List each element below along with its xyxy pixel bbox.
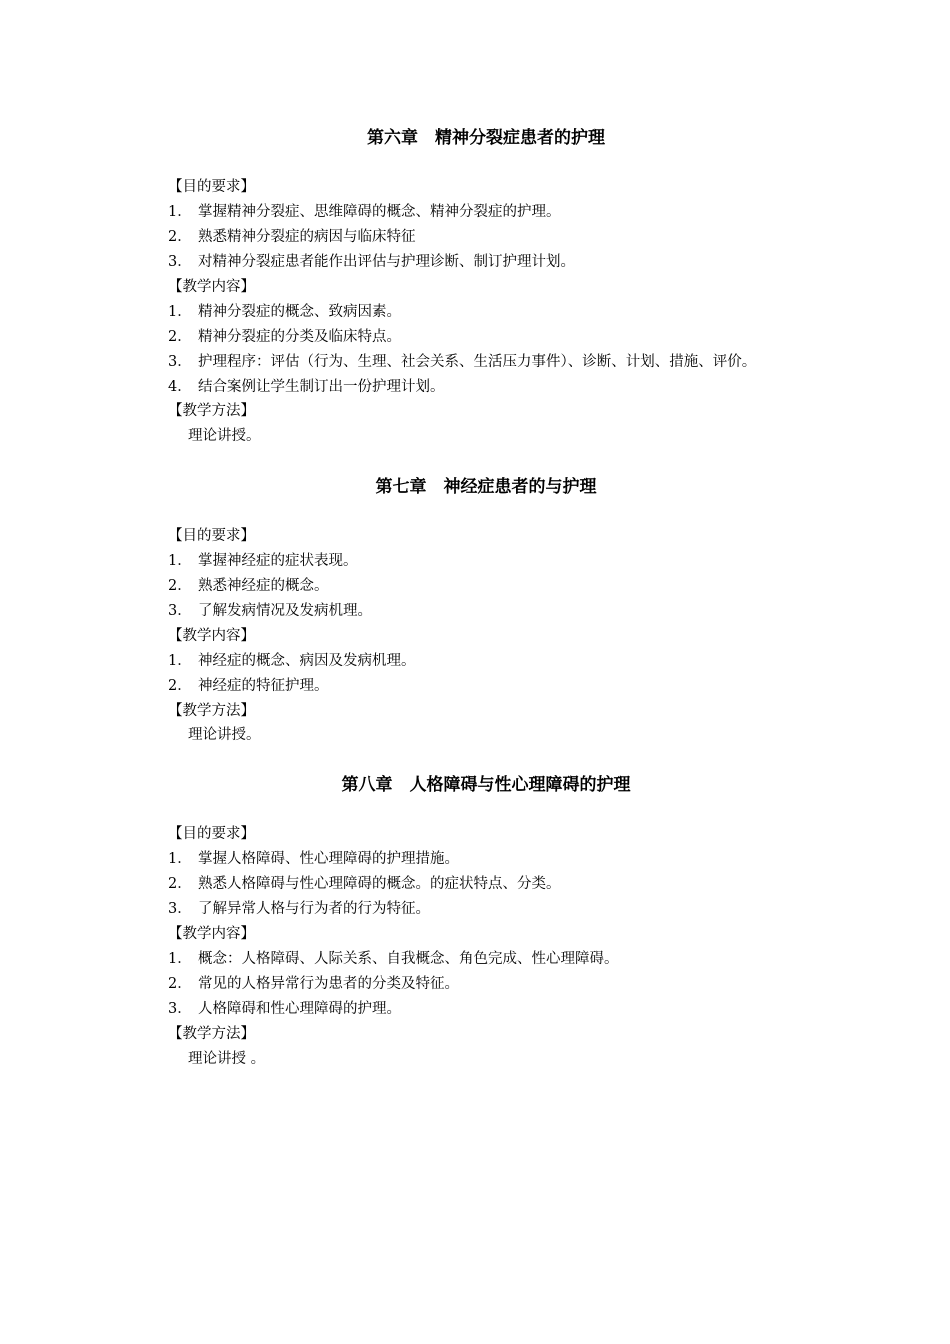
list-number: 3． (168, 254, 192, 270)
list-text: 精神分裂症的概念、致病因素。 (198, 304, 401, 320)
list-text: 掌握人格障碍、性心理障碍的护理措施。 (198, 851, 459, 867)
list-item (168, 300, 401, 325)
list-item (168, 350, 756, 375)
list-text: 结合案例让学生制订出一份护理计划。 (198, 379, 445, 395)
list-item (168, 200, 561, 225)
list-number: 2． (168, 329, 192, 345)
list-text: 了解发病情况及发病机理。 (198, 603, 372, 619)
method-text: 理论讲授 。 (188, 1051, 266, 1067)
list-number: 2． (168, 876, 192, 892)
list-text: 神经症的概念、病因及发病机理。 (198, 653, 416, 669)
chapter-title: 第八章 人格障碍与性心理障碍的护理 (341, 775, 631, 795)
content-heading: 【教学内容】 (168, 926, 255, 942)
chapter-title: 第七章 神经症患者的与护理 (375, 477, 597, 497)
list-number: 3． (168, 901, 192, 917)
list-text: 掌握神经症的症状表现。 (198, 553, 358, 569)
list-number: 2． (168, 678, 192, 694)
list-item (168, 250, 575, 275)
list-item (168, 872, 561, 897)
list-number: 3． (168, 1001, 192, 1017)
objectives-heading: 【目的要求】 (168, 826, 255, 842)
content-heading: 【教学内容】 (168, 279, 255, 295)
method-text: 理论讲授。 (188, 428, 261, 444)
method-heading: 【教学方法】 (168, 1026, 255, 1042)
list-text: 概念：人格障碍、人际关系、自我概念、角色完成、性心理障碍。 (198, 951, 619, 967)
objectives-heading: 【目的要求】 (168, 179, 255, 195)
list-item (168, 897, 430, 922)
list-text: 护理程序：评估（行为、生理、社会关系、生活压力事件）、诊断、计划、措施、评价。 (198, 354, 757, 370)
method-text: 理论讲授。 (188, 727, 261, 743)
list-text: 神经症的特征护理。 (198, 678, 329, 694)
list-item (168, 649, 416, 674)
list-number: 2． (168, 976, 192, 992)
chapter-title: 第六章 精神分裂症患者的护理 (367, 128, 605, 148)
list-number: 1． (168, 304, 192, 320)
list-item (168, 972, 459, 997)
objectives-heading: 【目的要求】 (168, 528, 255, 544)
list-item (168, 997, 401, 1022)
list-number: 3． (168, 354, 192, 370)
method-heading: 【教学方法】 (168, 703, 255, 719)
list-text: 熟悉精神分裂症的病因与临床特征 (198, 229, 416, 245)
list-item (168, 325, 401, 350)
list-text: 了解异常人格与行为者的行为特征。 (198, 901, 430, 917)
list-item (168, 574, 329, 599)
list-text: 熟悉人格障碍与性心理障碍的概念。的症状特点、分类。 (198, 876, 561, 892)
list-number: 1． (168, 851, 192, 867)
list-number: 2． (168, 578, 192, 594)
list-item (168, 599, 372, 624)
list-number: 1． (168, 553, 192, 569)
list-text: 人格障碍和性心理障碍的护理。 (198, 1001, 401, 1017)
list-item (168, 225, 416, 250)
list-number: 1． (168, 204, 192, 220)
list-item (168, 847, 459, 872)
list-number: 2． (168, 229, 192, 245)
list-item (168, 947, 619, 972)
list-number: 4． (168, 379, 192, 395)
list-text: 精神分裂症的分类及临床特点。 (198, 329, 401, 345)
list-item (168, 674, 329, 699)
content-heading: 【教学内容】 (168, 628, 255, 644)
list-item (168, 375, 445, 400)
list-text: 对精神分裂症患者能作出评估与护理诊断、制订护理计划。 (198, 254, 575, 270)
list-text: 常见的人格异常行为患者的分类及特征。 (198, 976, 459, 992)
list-number: 3． (168, 603, 192, 619)
list-number: 1． (168, 951, 192, 967)
list-number: 1． (168, 653, 192, 669)
list-text: 掌握精神分裂症、思维障碍的概念、精神分裂症的护理。 (198, 204, 561, 220)
list-item (168, 549, 358, 574)
list-text: 熟悉神经症的概念。 (198, 578, 329, 594)
method-heading: 【教学方法】 (168, 403, 255, 419)
